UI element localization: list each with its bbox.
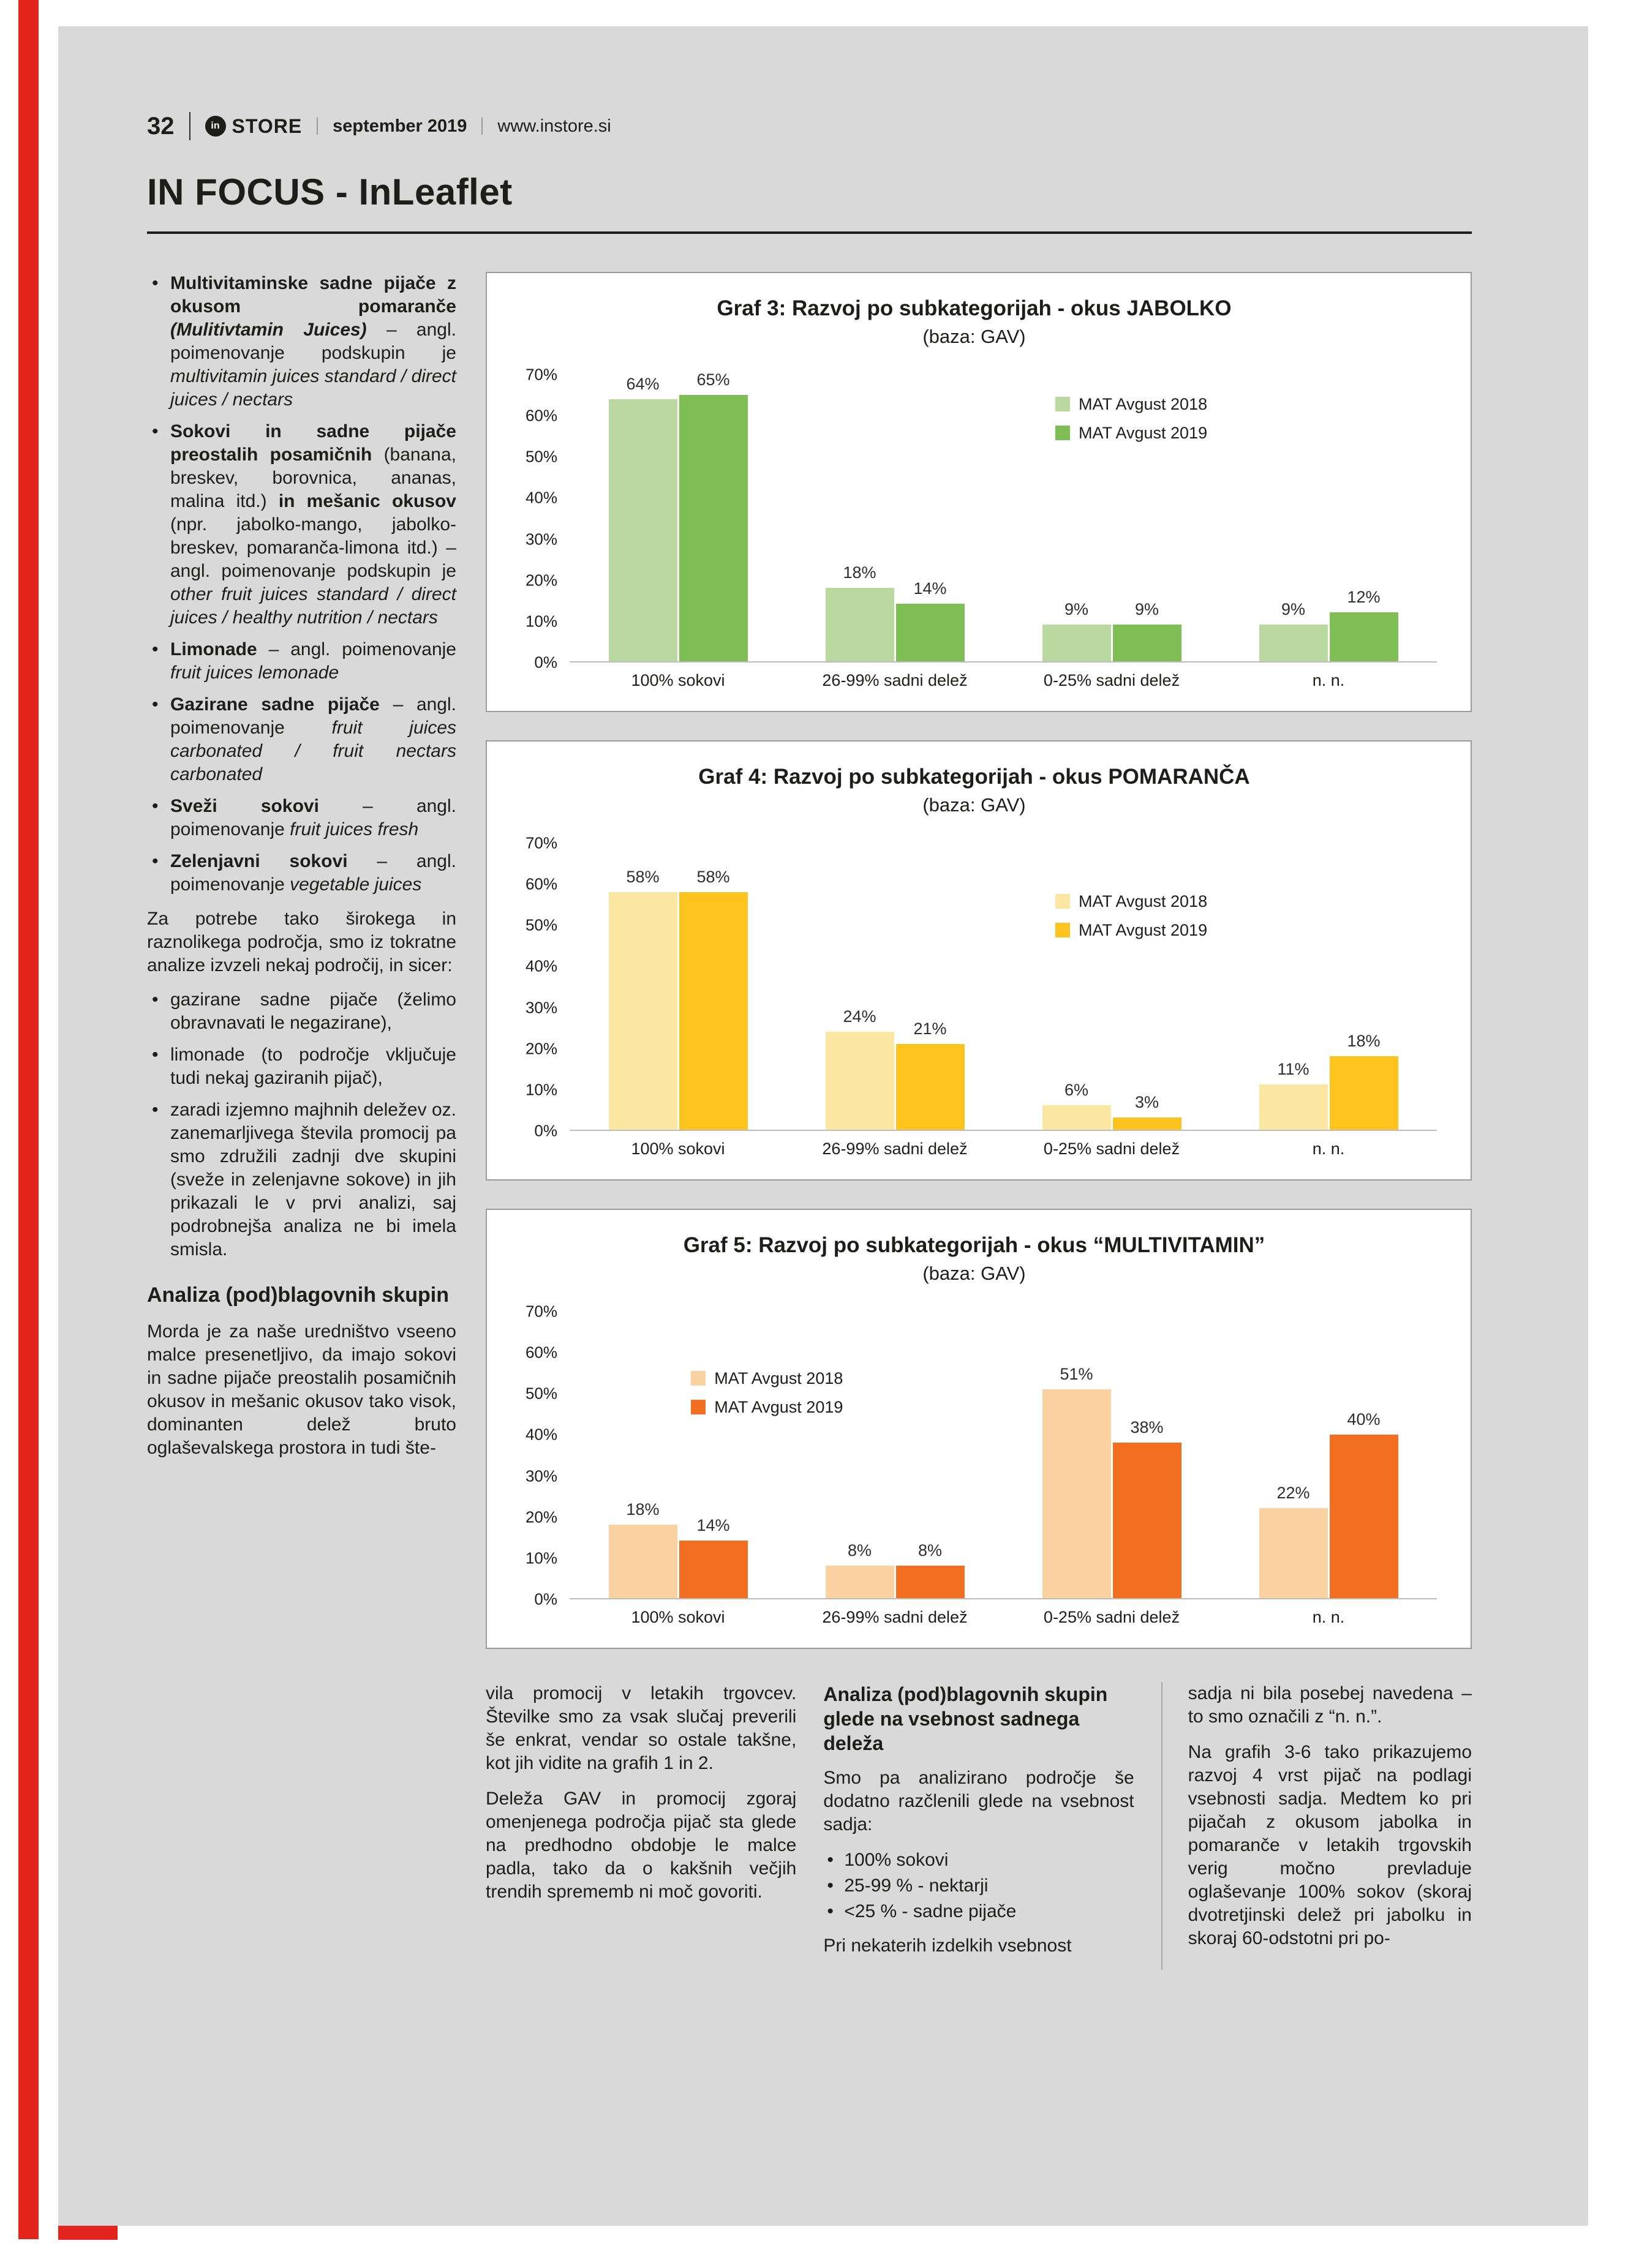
plot-outer bbox=[570, 1312, 1437, 1627]
x-axis-category-label: 100% sokovi bbox=[631, 1608, 725, 1626]
legend-item bbox=[1055, 424, 1207, 443]
paragraph: sadja ni bila posebej navedena – to smo označili z “n. n.”. bbox=[1188, 1683, 1472, 1727]
bar-value-label: 9% bbox=[1134, 599, 1159, 618]
bar-group bbox=[570, 843, 786, 1130]
legend-label: MAT Avgust 2018 bbox=[1078, 892, 1208, 911]
plot-outer bbox=[570, 370, 1437, 690]
y-axis-label: 10% bbox=[525, 1549, 557, 1568]
chart-title: Graf 4: Razvoj po subkategorijah - okus POMARANČA bbox=[698, 765, 1250, 789]
list-item bbox=[147, 850, 456, 896]
paragraph: Smo pa analizirano področje še dodatno razčlenili glede na vsebnost sadja: bbox=[823, 1768, 1134, 1834]
subheading: Analiza (pod)blagovnih skupin glede na vsebnost sadnega deleža bbox=[823, 1683, 1108, 1754]
bar-group bbox=[570, 1312, 786, 1598]
paragraph: Na grafih 3-6 tako prikazujemo razvoj 4 vrst pijač na podlagi vsebnosti sadja. Medtem ko pri pijačah z okusom jabolka in pomaranče v letakih trgovskih verig močno prevladuje oglaševanje 100% sokov (skoraj dvotretjinski delež pri jabolku in skoraj 60-odstotni pri po- bbox=[1188, 1742, 1472, 1948]
x-axis-category-label: n. n. bbox=[1312, 1608, 1345, 1626]
plot-row bbox=[511, 833, 1437, 1158]
y-axis-label: 20% bbox=[525, 1508, 557, 1526]
bar-value-label: 14% bbox=[696, 1516, 730, 1535]
bar-value-label: 58% bbox=[696, 868, 730, 887]
bar-mat-2019 bbox=[1113, 599, 1181, 661]
term-italic: vegetable juices bbox=[290, 874, 422, 895]
bar-group bbox=[1220, 375, 1437, 661]
bar-mat-2019 bbox=[1330, 1410, 1398, 1598]
text-segment: – angl. poimenovanje bbox=[170, 851, 456, 895]
y-axis bbox=[511, 1302, 570, 1609]
bar-value-label: 8% bbox=[847, 1541, 872, 1560]
y-axis-label: 70% bbox=[525, 365, 557, 384]
plot-area bbox=[570, 370, 1437, 663]
bar-value-label: 18% bbox=[626, 1500, 660, 1519]
bar-groups bbox=[570, 370, 1437, 661]
chart-legend bbox=[691, 1369, 843, 1417]
legend-label: MAT Avgust 2018 bbox=[1078, 394, 1208, 413]
bar-mat-2019 bbox=[1330, 587, 1398, 661]
y-axis-label: 40% bbox=[525, 956, 557, 975]
brand-name: STORE bbox=[232, 115, 303, 137]
bar-mat-2019 bbox=[679, 868, 748, 1130]
bottom-column-1 bbox=[486, 1682, 796, 1970]
legend-label: MAT Avgust 2019 bbox=[1078, 920, 1208, 939]
list-item bbox=[147, 693, 456, 786]
bar-mat-2018 bbox=[1259, 1483, 1328, 1598]
legend-label: MAT Avgust 2018 bbox=[714, 1369, 843, 1387]
term-bold: Multivitaminske sadne pijače z okusom pomaranče bbox=[170, 273, 456, 317]
category-definitions-list bbox=[147, 272, 456, 896]
term-italic: fruit juices carbonated / fruit nectars carbonated bbox=[170, 718, 456, 784]
term-bold: Sokovi in sadne pijače preostalih posamičnih bbox=[170, 421, 456, 465]
legend-swatch bbox=[691, 1400, 706, 1414]
list-item bbox=[147, 420, 456, 629]
page-number: 32 bbox=[147, 112, 175, 140]
bar-group bbox=[786, 843, 1003, 1130]
y-axis-label: 20% bbox=[525, 1039, 557, 1058]
y-axis-label: 70% bbox=[525, 833, 557, 852]
y-axis bbox=[511, 833, 570, 1140]
plot-area bbox=[570, 843, 1437, 1131]
plot-row bbox=[511, 1302, 1437, 1627]
bar-value-label: 9% bbox=[1064, 599, 1089, 618]
chart-subtitle: (baza: GAV) bbox=[922, 794, 1026, 816]
x-axis-category-label: n. n. bbox=[1312, 671, 1345, 689]
bar-value-label: 9% bbox=[1281, 599, 1306, 618]
bar-mat-2018 bbox=[826, 563, 894, 661]
bottom-column-3 bbox=[1161, 1682, 1472, 1970]
legend-item bbox=[1055, 892, 1207, 911]
y-axis bbox=[511, 365, 570, 672]
list-item: • <25 % - sadne pijače bbox=[823, 1900, 1134, 1923]
term-bold: Zelenjavni sokovi bbox=[170, 851, 377, 871]
text-segment: – angl. poimenovanje podskupin je bbox=[170, 320, 456, 363]
y-axis-label: 60% bbox=[525, 874, 557, 893]
legend-item bbox=[1055, 921, 1207, 940]
fruit-content-list bbox=[823, 1849, 1134, 1923]
bar-mat-2018 bbox=[1042, 1365, 1111, 1598]
bar-value-label: 24% bbox=[843, 1007, 876, 1026]
y-axis-label: 0% bbox=[534, 1590, 557, 1609]
bar-value-label: 51% bbox=[1060, 1365, 1093, 1384]
bar-value-label: 12% bbox=[1347, 587, 1381, 606]
y-axis-label: 40% bbox=[525, 1425, 557, 1444]
chart-graf-3 bbox=[486, 272, 1472, 712]
chart-legend bbox=[1055, 395, 1207, 443]
bar-mat-2018 bbox=[1259, 599, 1328, 661]
plot-row bbox=[511, 365, 1437, 690]
bar-mat-2019 bbox=[679, 370, 748, 661]
term-bold-italic: (Mulitivtamin Juices) bbox=[170, 320, 367, 340]
legend-swatch bbox=[1055, 923, 1070, 937]
term-bold: Gazirane sadne pijače bbox=[170, 694, 393, 715]
bar-mat-2019 bbox=[896, 579, 965, 661]
chart-graf-5 bbox=[486, 1209, 1472, 1649]
y-axis-label: 20% bbox=[525, 571, 557, 590]
paragraph: Za potrebe tako širokega in raznolikega področja, smo iz tokratne analize izvzeli nekaj področij, in sicer: bbox=[147, 909, 456, 975]
page-body bbox=[58, 26, 1588, 2226]
plot-outer bbox=[570, 843, 1437, 1158]
x-axis-labels bbox=[570, 1131, 1437, 1158]
list-item: • limonade (to področje vključuje tudi nekaj gaziranih pijač), bbox=[147, 1043, 456, 1090]
bar-mat-2019 bbox=[896, 1019, 965, 1130]
left-accent-stripe bbox=[18, 0, 39, 2239]
chart-legend bbox=[1055, 892, 1207, 940]
bottom-text-columns bbox=[486, 1682, 1472, 1970]
bar-value-label: 11% bbox=[1277, 1060, 1309, 1079]
bar-mat-2018 bbox=[609, 868, 677, 1130]
bar-mat-2018 bbox=[609, 1500, 677, 1598]
bar-value-label: 18% bbox=[843, 563, 876, 582]
x-axis-category-label: n. n. bbox=[1312, 1140, 1345, 1158]
paragraph: Pri nekaterih izdelkih vsebnost bbox=[823, 1936, 1072, 1956]
x-axis-category-label: 0-25% sadni delež bbox=[1043, 671, 1180, 689]
list-item: • 100% sokovi bbox=[823, 1849, 1134, 1872]
issue-date: september 2019 bbox=[333, 116, 467, 136]
legend-swatch bbox=[691, 1371, 706, 1386]
term-italic: fruit juices lemonade bbox=[170, 663, 339, 683]
bar-value-label: 18% bbox=[1347, 1031, 1381, 1050]
x-axis-labels bbox=[570, 1599, 1437, 1627]
y-axis-label: 50% bbox=[525, 915, 557, 934]
chart-title: Graf 5: Razvoj po subkategorijah - okus “MULTIVITAMIN” bbox=[683, 1233, 1265, 1257]
legend-item bbox=[1055, 395, 1207, 414]
text-segment: – angl. poimenovanje bbox=[170, 796, 456, 839]
list-item: • gazirane sadne pijače (želimo obravnavati le negazirane), bbox=[147, 988, 456, 1035]
page-header bbox=[147, 112, 1472, 140]
y-axis-label: 10% bbox=[525, 612, 557, 631]
section-title: IN FOCUS - InLeaflet bbox=[147, 171, 513, 212]
bar-value-label: 3% bbox=[1134, 1092, 1159, 1111]
charts-column bbox=[486, 272, 1472, 1649]
bar-mat-2018 bbox=[1042, 599, 1111, 661]
bar-value-label: 64% bbox=[626, 375, 660, 394]
y-axis-label: 60% bbox=[525, 406, 557, 425]
y-axis-label: 30% bbox=[525, 1466, 557, 1485]
bar-value-label: 40% bbox=[1347, 1410, 1381, 1429]
text-segment: – angl. poimenovanje bbox=[170, 694, 456, 738]
bar-mat-2019 bbox=[679, 1516, 748, 1598]
bar-group bbox=[1220, 1312, 1437, 1598]
bar-value-label: 21% bbox=[913, 1019, 947, 1038]
subheading: Analiza (pod)blagovnih skupin bbox=[147, 1283, 449, 1307]
chart-title: Graf 3: Razvoj po subkategorijah - okus JABOLKO bbox=[717, 296, 1232, 320]
bar-value-label: 14% bbox=[913, 579, 947, 598]
bar-group bbox=[1003, 1312, 1220, 1598]
bar-groups bbox=[570, 1312, 1437, 1598]
bar-value-label: 38% bbox=[1130, 1418, 1164, 1436]
term-bold: Limonade bbox=[170, 639, 269, 659]
bar-mat-2019 bbox=[1113, 1092, 1181, 1130]
bar-mat-2018 bbox=[609, 375, 677, 661]
chart-subtitle: (baza: GAV) bbox=[922, 1263, 1026, 1284]
text-segment: (banana, breskev, borovnica, ananas, malina itd.) bbox=[170, 445, 456, 511]
legend-label: MAT Avgust 2019 bbox=[714, 1397, 843, 1416]
y-axis-label: 0% bbox=[534, 653, 557, 672]
exclusions-list bbox=[147, 988, 456, 1261]
bar-mat-2019 bbox=[1113, 1418, 1181, 1598]
bar-value-label: 8% bbox=[917, 1541, 943, 1560]
list-item: • zaradi izjemno majhnih deležev oz. zanemarljivega števila promocij pa smo združili zadnji dve skupini (sveže in zelenjavne sokove) in jih prikazali le v prvi analizi, saj podrobnejša analiza ne bi imela smisla. bbox=[147, 1098, 456, 1261]
left-text-column bbox=[147, 272, 456, 1970]
instore-logo bbox=[205, 115, 303, 138]
content-area bbox=[147, 272, 1472, 1970]
list-item bbox=[147, 638, 456, 685]
bar-group bbox=[570, 370, 786, 661]
legend-swatch bbox=[1055, 397, 1070, 411]
term-italic: fruit juices fresh bbox=[290, 819, 419, 839]
y-axis-label: 40% bbox=[525, 488, 557, 507]
y-axis-label: 0% bbox=[534, 1121, 557, 1140]
text-segment: (npr. jabolko-mango, jabolko-breskev, pomaranča-limona itd.) – angl. poimenovanje podskupin je bbox=[170, 514, 456, 581]
x-axis-category-label: 100% sokovi bbox=[631, 671, 725, 689]
y-axis-label: 50% bbox=[525, 447, 557, 466]
bar-mat-2018 bbox=[1259, 1060, 1328, 1130]
list-item: • 25-99 % - nektarji bbox=[823, 1874, 1134, 1898]
x-axis-category-label: 26-99% sadni delež bbox=[822, 1140, 968, 1158]
legend-label: MAT Avgust 2019 bbox=[1078, 423, 1208, 442]
header-divider bbox=[481, 118, 483, 135]
y-axis-label: 30% bbox=[525, 998, 557, 1017]
legend-swatch bbox=[1055, 426, 1070, 440]
term-bold: in mešanic okusov bbox=[278, 491, 456, 511]
title-rule bbox=[147, 231, 1472, 234]
bar-group bbox=[786, 375, 1003, 661]
term-bold: Sveži sokovi bbox=[170, 796, 363, 816]
bar-group bbox=[1003, 843, 1220, 1130]
text-segment: – angl. poimenovanje bbox=[268, 639, 456, 659]
bar-mat-2019 bbox=[896, 1541, 965, 1598]
x-axis-category-label: 0-25% sadni delež bbox=[1043, 1140, 1180, 1158]
bar-value-label: 65% bbox=[696, 370, 730, 389]
plot-area bbox=[570, 1312, 1437, 1599]
bar-groups bbox=[570, 843, 1437, 1130]
x-axis-category-label: 0-25% sadni delež bbox=[1043, 1608, 1180, 1626]
bar-value-label: 58% bbox=[626, 868, 660, 887]
legend-item bbox=[691, 1398, 843, 1417]
x-axis-labels bbox=[570, 663, 1437, 690]
list-item bbox=[147, 272, 456, 411]
paragraph: Morda je za naše uredništvo vseeno malce presenetljivo, da imajo sokovi in sadne pijače preostalih posamičnih okusov in mešanic okusov tako visok, dominanten delež bruto oglaševalskega prostora in tudi šte- bbox=[147, 1321, 456, 1458]
y-axis-label: 70% bbox=[525, 1302, 557, 1321]
y-axis-label: 10% bbox=[525, 1080, 557, 1099]
term-italic: other fruit juices standard / direct juices / healthy nutrition / nectars bbox=[170, 584, 456, 628]
logo-letters: in bbox=[211, 121, 220, 131]
bar-mat-2018 bbox=[826, 1007, 894, 1130]
list-item bbox=[147, 795, 456, 841]
legend-swatch bbox=[1055, 894, 1070, 909]
x-axis-category-label: 100% sokovi bbox=[631, 1140, 725, 1158]
y-axis-label: 50% bbox=[525, 1384, 557, 1403]
bar-value-label: 22% bbox=[1276, 1483, 1310, 1502]
bar-mat-2018 bbox=[1042, 1080, 1111, 1130]
bottom-column-2 bbox=[823, 1682, 1134, 1970]
chart-graf-4 bbox=[486, 740, 1472, 1181]
y-axis-label: 60% bbox=[525, 1343, 557, 1362]
y-axis-label: 30% bbox=[525, 530, 557, 549]
header-divider bbox=[317, 118, 318, 135]
x-axis-category-label: 26-99% sadni delež bbox=[822, 1608, 968, 1626]
website-link[interactable]: www.instore.si bbox=[497, 116, 611, 136]
header-divider bbox=[189, 112, 190, 140]
bar-group bbox=[1220, 843, 1437, 1130]
instore-logo-icon bbox=[205, 116, 226, 137]
bar-group bbox=[786, 1312, 1003, 1598]
chart-subtitle: (baza: GAV) bbox=[922, 326, 1026, 347]
bar-value-label: 6% bbox=[1064, 1080, 1089, 1099]
x-axis-category-label: 26-99% sadni delež bbox=[822, 671, 968, 689]
term-italic: multivitamin juices standard / direct juices / nectars bbox=[170, 366, 456, 410]
paragraph: Deleža GAV in promocij zgoraj omenjenega področja pijač sta glede na predhodno obdobje le malce padla, tako da o kakšnih večjih trendih sprememb ni moč govoriti. bbox=[486, 1789, 797, 1902]
paragraph: vila promocij v letakih trgovcev. Številke smo za vsak slučaj preverili še enkrat, vendar so ostale takšne, kot jih vidite na grafih 1 in 2. bbox=[486, 1683, 797, 1773]
bar-mat-2018 bbox=[826, 1541, 894, 1598]
legend-item bbox=[691, 1369, 843, 1388]
bar-mat-2019 bbox=[1330, 1031, 1398, 1130]
